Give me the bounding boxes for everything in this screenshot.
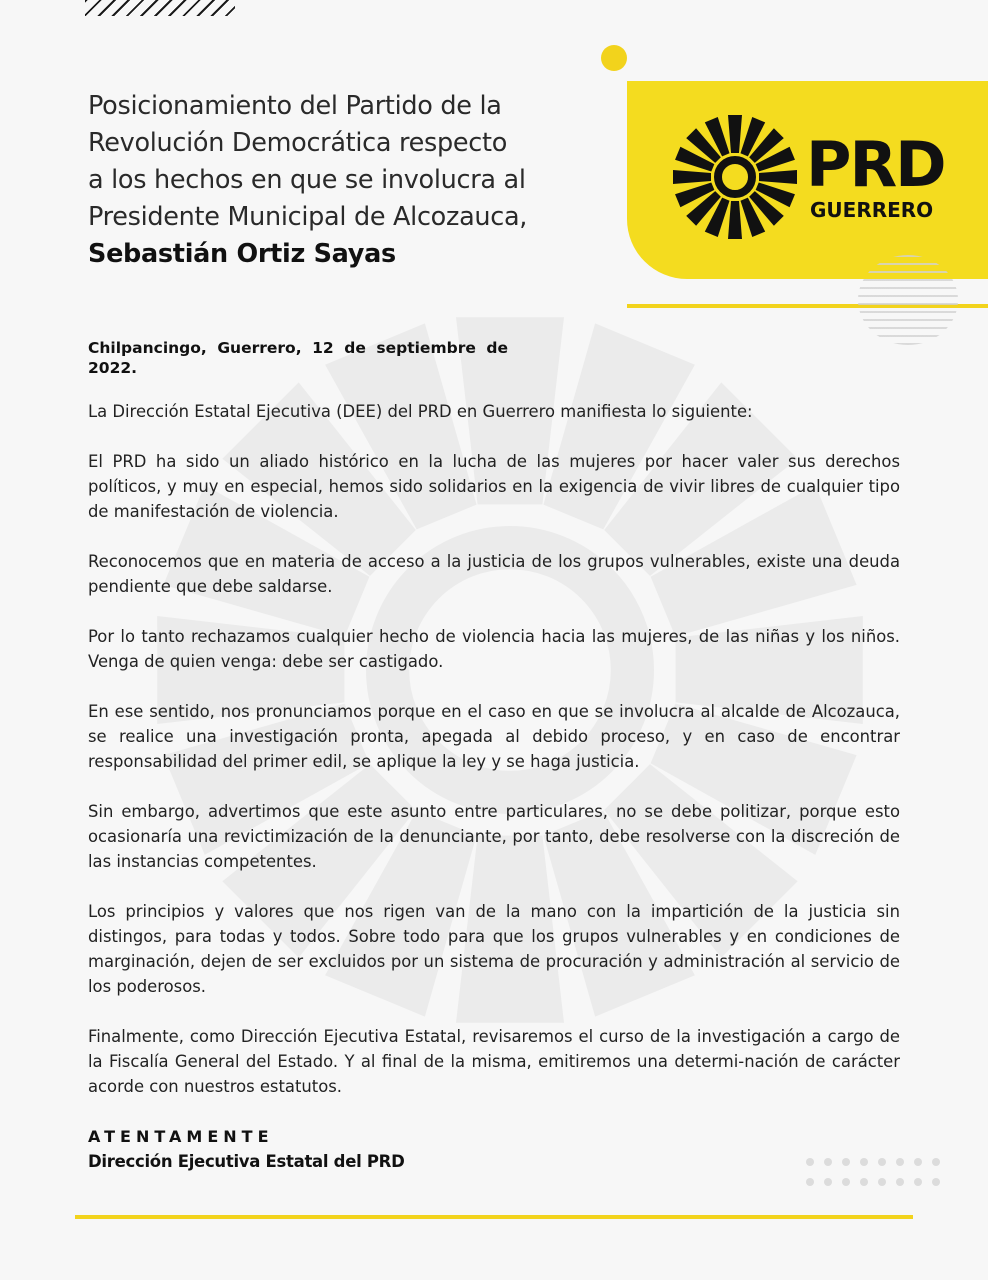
paragraph: Los principios y valores que nos rigen van de la mano con la impartición de la justicia sin distingos, para todas y todos. Sobre todo para que los grupos vulnerables y en condiciones de marginación, dejen de ser excluidos por un sistema de procuración y administración al servicio de los poderosos. [88,902,900,996]
paragraph: Finalmente, como Dirección Ejecutiva Estatal, revisaremos el curso de la investigación a cargo de la Fiscalía General del Estado. Y al final de la misma, emitiremos una determi-nación de carácter acorde con nuestros estatutos. [88,1027,900,1096]
title-person-name: Sebastián Ortiz Sayas [88,239,396,269]
dateline-year: 2022. [88,359,138,377]
dateline: Chilpancingo, Guerrero, 12 de septiembre de [88,339,508,357]
statement-body [88,399,900,1124]
sun-ray [673,170,711,184]
prd-logo [670,112,950,247]
title-line: a los hechos en que se involucra al [88,165,526,195]
hatch-decoration [85,0,235,16]
paragraph: Por lo tanto rechazamos cualquier hecho de violencia hacia las mujeres, de las niñas y los niños. Venga de quien venga: debe ser castigado. [88,627,900,671]
sun-ray [728,115,742,153]
title-line: Presidente Municipal de Alcozauca, [88,202,528,232]
logo-text: PRD [806,128,945,201]
dots-decoration [806,1158,956,1186]
page-title [88,88,588,273]
paragraph: La Dirección Estatal Ejecutiva (DEE) del PRD en Guerrero manifiesta lo siguiente: [88,402,753,421]
stripes-decoration [858,255,958,345]
signature-signer: Dirección Ejecutiva Estatal del PRD [88,1152,405,1171]
footer-divider [75,1215,913,1219]
title-line: Posicionamiento del Partido de la [88,91,502,121]
paragraph: El PRD ha sido un aliado histórico en la lucha de las mujeres por hacer valer sus derechos políticos, y muy en especial, hemos sido solidarios en la exigencia de vivir libres de cualquier tipo de manifestación de violencia. [88,452,900,521]
paragraph: Sin embargo, advertimos que este asunto entre particulares, no se debe politizar, porque esto ocasionaría una revictimización de la denunciante, por tanto, debe resolverse con la discreción de las instancias competentes. [88,802,900,871]
yellow-dot-decoration [601,45,627,71]
sun-ray [728,201,742,239]
sun-ray [759,170,797,184]
prd-sun-icon [670,112,800,242]
signature-closing: ATENTAMENTE [88,1127,274,1146]
paragraph: En ese sentido, nos pronunciamos porque en el caso en que se involucra al alcalde de Alcozauca, se realice una investigación pronta, apegada al debido proceso, y en caso de encontrar responsabilidad del primer edil, se aplique la ley y se haga justicia. [88,702,900,771]
logo-subtext: GUERRERO [810,198,934,222]
title-line: Revolución Democrática respecto [88,128,507,158]
paragraph: Reconocemos que en materia de acceso a la justicia de los grupos vulnerables, existe una deuda pendiente que debe saldarse. [88,552,900,596]
